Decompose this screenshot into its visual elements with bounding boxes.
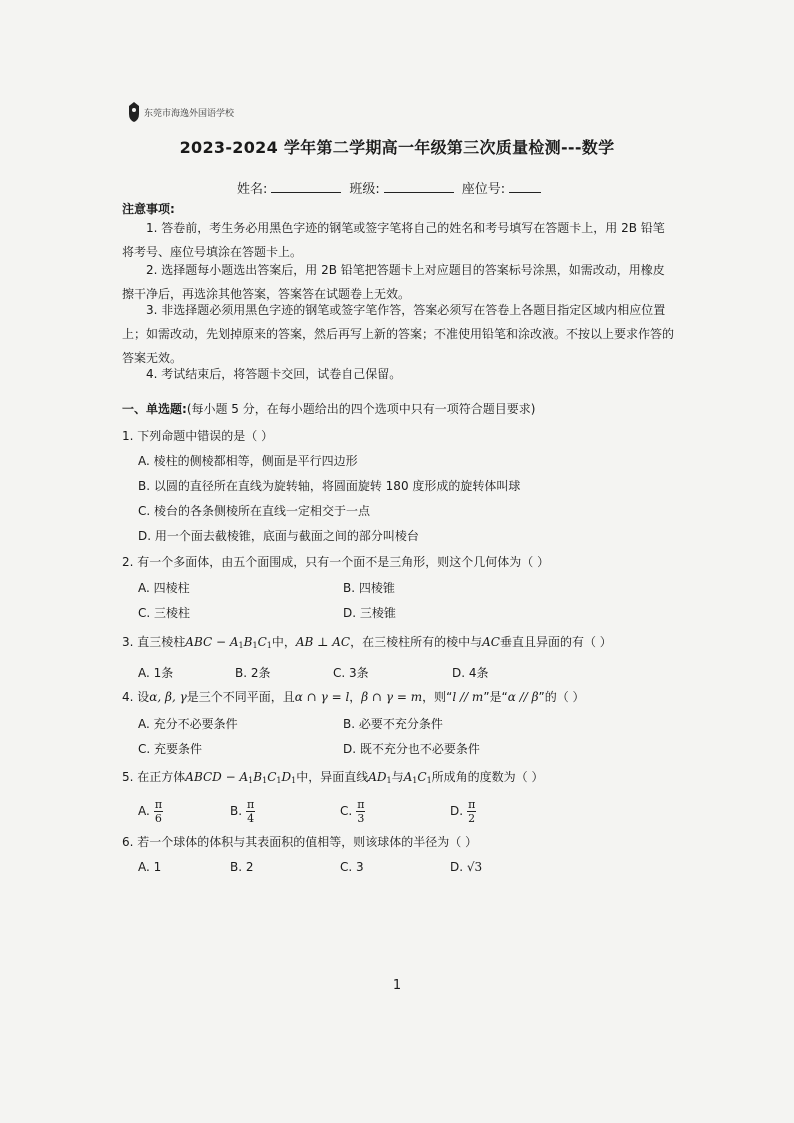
q3-option-d: D. 4条: [452, 666, 489, 680]
q2-option-c: C. 三棱柱: [138, 606, 191, 620]
q2-option-d: D. 三棱锥: [343, 606, 396, 620]
q5-text-4: 所成角的度数为（ ）: [431, 770, 544, 784]
q4-option-d: D. 既不充分也不必要条件: [343, 742, 480, 756]
q5-option-d: D. $\frac{\pi}{2}$: [450, 798, 476, 825]
q1-option-b: B. 以圆的直径所在直线为旋转轴，将圆面旋转 180 度形成的旋转体叫球: [138, 479, 521, 493]
q5-text-1: 在正方体: [137, 770, 186, 784]
q6-stem: 6. 若一个球体的体积与其表面积的值相等，则该球体的半径为（ ）: [122, 835, 478, 849]
seat-blank: [509, 178, 541, 193]
q3-text-4: 垂直且异面的有（ ）: [499, 635, 612, 649]
section-desc: (每小题 5 分，在每小题给出的四个选项中只有一项符合题目要求): [186, 402, 536, 416]
q5-frac-d: $\frac{\pi}{2}$: [468, 798, 476, 825]
q4-text-5: ”是“: [483, 690, 508, 704]
q5-line-a1c1: $A_1C_1$: [403, 770, 432, 785]
q5-cube: ABCD − $A_1B_1C_1D_1$: [185, 770, 297, 785]
q6-sqrt3: √3: [466, 860, 483, 874]
q5-line-ad1: $AD_1$: [368, 770, 392, 785]
q5-text-3: 与: [391, 770, 404, 784]
q1-option-d: D. 用一个面去截棱锥，底面与截面之间的部分叫棱台: [138, 529, 419, 543]
q4-option-c: C. 充要条件: [138, 742, 203, 756]
q5-stem: [122, 768, 543, 785]
exam-title: 2023-2024 学年第二学期高一年级第三次质量检测---数学: [179, 138, 615, 157]
q5-text-2: 中，异面直线: [296, 770, 369, 784]
q2-option-b: B. 四棱锥: [343, 581, 395, 595]
q4-rel-4: α // β: [507, 690, 539, 704]
q4-option-b: B. 必要不充分条件: [343, 717, 443, 731]
q1-option-a: A. 棱柱的侧棱都相等，侧面是平行四边形: [138, 454, 358, 468]
q1-option-c: C. 棱台的各条侧棱所在直线一定相交于一点: [138, 504, 371, 518]
q3-text-3: ，在三棱柱所有的棱中与: [350, 635, 483, 649]
q3-option-b: B. 2条: [235, 666, 271, 680]
q3-stem: [122, 633, 612, 650]
school-name: 东莞市海逸外国语学校: [144, 108, 235, 119]
q4-rel-3: l // m: [452, 690, 484, 704]
q3-text-2: 中，: [271, 635, 296, 649]
q2-stem: 2. 有一个多面体，由五个面围成，只有一个面不是三角形，则这个几何体为（ ）: [122, 555, 550, 569]
q3-text-1: 直三棱柱: [137, 635, 186, 649]
notes-heading: 注意事项:: [122, 202, 175, 216]
note-2: 2. 选择题每小题选出答案后，用 2B 铅笔把答题卡上对应题目的答案标号涂黑，如需改动，用橡皮擦干净后，再选涂其他答案，答案答在试题卷上无效。: [122, 263, 665, 301]
q4-greek: α, β, γ: [149, 690, 187, 704]
q4-text-1: 设: [137, 690, 150, 704]
school-logo: [128, 100, 234, 124]
note-3: 3. 非选择题必须用黑色字迹的钢笔或签字笔作答，答案必须写在答卷上各题目指定区域内相应位置上；如需改动，先划掉原来的答案，然后再写上新的答案；不准使用铅笔和涂改液。不按以上要求作答的答案无效。: [122, 303, 675, 365]
name-label: 姓名:: [237, 182, 268, 197]
q2-option-a: A. 四棱柱: [138, 581, 190, 595]
q3-prism: ABC − $A_1B_1C_1$: [185, 635, 272, 650]
section-heading: [122, 400, 535, 417]
name-blank: [271, 178, 341, 193]
q1-stem: 1. 下列命题中错误的是（ ）: [122, 429, 274, 443]
q3-perp: AB ⊥ AC: [295, 635, 351, 649]
q4-text-3: ，: [349, 690, 362, 704]
q5-option-b: B. $\frac{\pi}{4}$: [230, 798, 255, 825]
q4-rel-1: α ∩ γ = l: [294, 690, 350, 704]
student-info: [237, 178, 549, 197]
q4-text-6: ”的（ ）: [538, 690, 585, 704]
q3-num: 3.: [122, 635, 134, 649]
q5-frac-c: $\frac{\pi}{3}$: [357, 798, 365, 825]
school-crest-icon: [128, 102, 140, 122]
q4-num: 4.: [122, 690, 134, 704]
section-title: 一、单选题:: [122, 402, 187, 416]
q6-option-d: D. √3: [450, 860, 483, 874]
q5-num: 5.: [122, 770, 134, 784]
q4-option-a: A. 充分不必要条件: [138, 717, 238, 731]
q6-option-b: B. 2: [230, 860, 254, 874]
q3-option-c: C. 3条: [333, 666, 369, 680]
q6-option-a: A. 1: [138, 860, 162, 874]
seat-label: 座位号:: [461, 182, 506, 197]
q4-stem: [122, 688, 585, 705]
note-4: 4. 考试结束后，将答题卡交回，试卷自己保留。: [146, 367, 402, 381]
class-blank: [384, 178, 454, 193]
q4-rel-2: β ∩ γ = m: [361, 690, 423, 704]
class-label: 班级:: [349, 182, 380, 197]
q6-option-c: C. 3: [340, 860, 364, 874]
q5-option-a: A. $\frac{\pi}{6}$: [138, 798, 163, 825]
q3-ac: AC: [482, 635, 500, 649]
q5-option-c: C. $\frac{\pi}{3}$: [340, 798, 365, 825]
q5-frac-b: $\frac{\pi}{4}$: [247, 798, 255, 825]
q3-option-a: A. 1条: [138, 666, 174, 680]
q4-text-4: ，则“: [422, 690, 453, 704]
note-1: 1. 答卷前，考生务必用黑色字迹的钢笔或签字笔将自己的姓名和考号填写在答题卡上，用 2B 铅笔将考号、座位号填涂在答题卡上。: [122, 221, 665, 259]
q4-text-2: 是三个不同平面，且: [186, 690, 295, 704]
q5-frac-a: $\frac{\pi}{6}$: [154, 798, 163, 825]
page-number: 1: [392, 978, 402, 993]
